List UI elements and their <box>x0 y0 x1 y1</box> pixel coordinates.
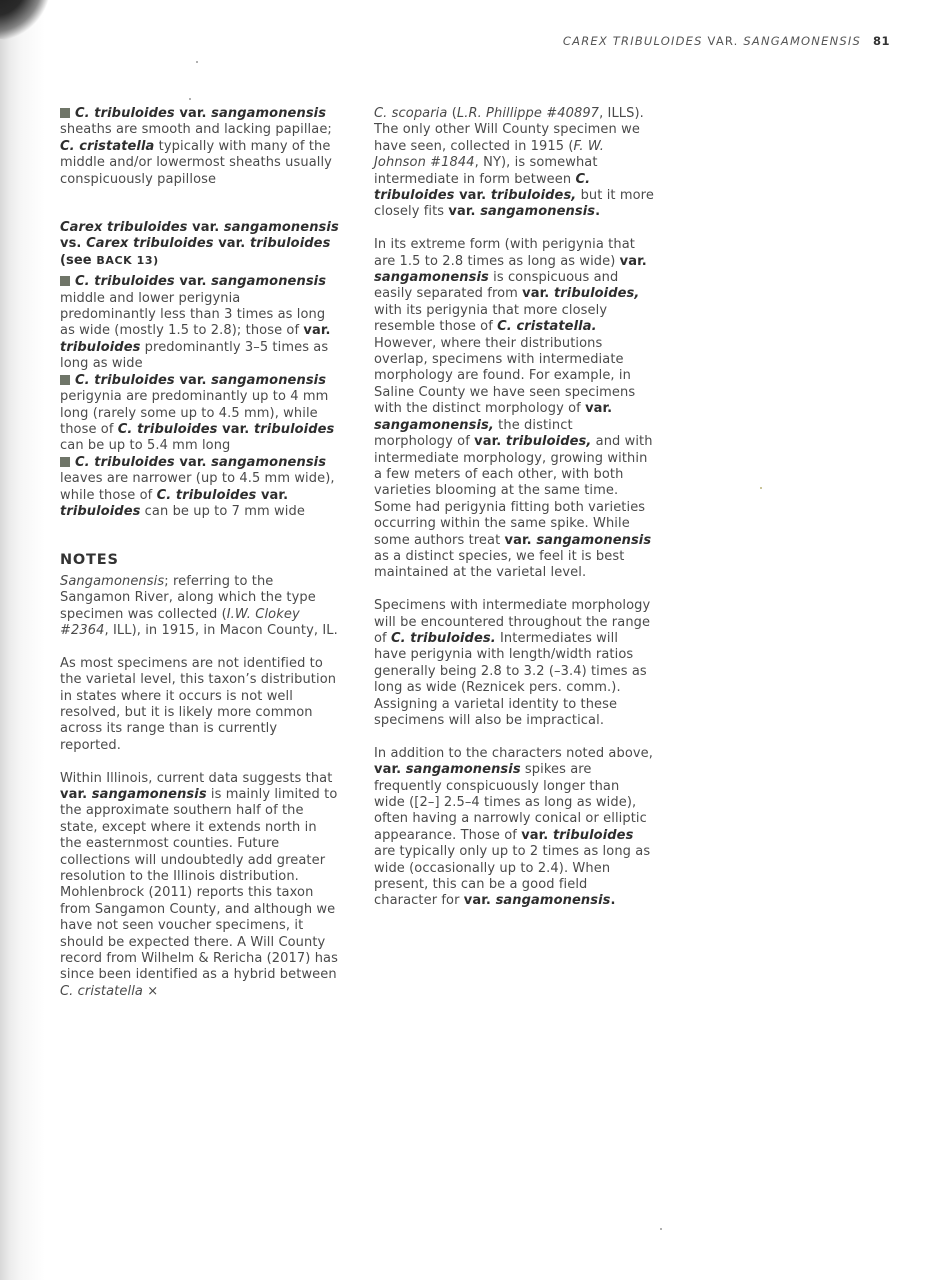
key-text: predominantly 3–5 times as long as wide <box>60 339 329 372</box>
square-bullet-icon <box>60 108 70 118</box>
variety-name: tribuloides <box>60 503 141 519</box>
variety-name: sangamonensis <box>495 893 611 909</box>
key-text: can be up to 7 mm wide <box>140 503 305 519</box>
variety-name: tribuloides, <box>490 188 577 204</box>
variety-name: tribuloides, <box>505 434 592 450</box>
key-item-sheaths <box>60 106 340 188</box>
punctuation: . <box>610 893 616 909</box>
paper-speck <box>760 487 762 489</box>
key-text: leaves are narrower (up to 4.5 mm wide), while those of <box>60 471 335 503</box>
punctuation: . <box>595 204 601 220</box>
page-number: 81 <box>872 34 890 48</box>
running-head-variety: SANGAMONENSIS <box>743 34 861 48</box>
key-text: can be up to 5.4 mm long <box>60 438 231 454</box>
rank-label: var. <box>217 421 254 437</box>
running-head-genus: CAREX TRIBULOIDES <box>562 34 703 48</box>
specimen-citation: L.R. Phillippe #40897 <box>456 106 600 121</box>
heading-part: var. <box>213 236 250 252</box>
rank-label: var. <box>585 401 613 417</box>
variety-name: tribuloides, <box>553 286 640 302</box>
taxon-name: C. tribuloides <box>117 421 218 437</box>
body-text: is conspicuous and easily separated from <box>374 270 619 302</box>
body-text: spikes are frequently conspicuously longer than wide ([2–] 2.5–4 times as long as wide), often having a narrowly conical or elliptic appearance. Those of <box>374 762 647 843</box>
heading-part: sangamonensis <box>223 220 339 236</box>
body-text: as a distinct species, we feel it is best maintained at the varietal level. <box>374 548 625 581</box>
rank-label: var. <box>174 372 212 388</box>
body-text: with its perigynia that more closely resemble those of <box>374 302 608 335</box>
body-text: Within Illinois, current data suggests that <box>60 770 333 786</box>
spikes-paragraph <box>374 746 654 910</box>
key-text: middle and lower perigynia predominantly less than 3 times as long as wide (mostly 1.5 to 2.8); those of <box>60 290 326 339</box>
body-text: are typically only up to 2 times as long as wide (occasionally up to 2.4). When present, this can be a good field character for <box>374 844 651 909</box>
rank-label: var. <box>474 434 506 450</box>
taxon-name: C. tribuloides <box>75 454 175 470</box>
rank-label: var. <box>504 532 537 548</box>
rank-label: var. <box>174 106 212 121</box>
key-text: perigynia are predominantly up to 4 mm long (rarely some up to 4.5 mm), while those of <box>60 389 329 437</box>
taxon-name: C. tribuloides <box>75 274 175 290</box>
rank-label: var. <box>374 762 406 778</box>
rank-label: var. <box>463 893 496 909</box>
left-column <box>60 106 340 1017</box>
body-text: Intermediates will have perigynia with length/width ratios generally being 2.8 to 3.2 (–3.4) times as long as wide (Reznicek pers. comm.). Assigning a varietal identity to these specimens will also be impractical. <box>374 630 647 728</box>
variety-name: sangamonensis, <box>374 417 494 433</box>
notes-illinois-paragraph <box>60 771 340 1001</box>
key-text: typically with many of the middle and/or lowermost sheaths usually conspicuously papillose <box>60 138 332 187</box>
body-text: and with intermediate morphology, growing within a few meters of each other, with both varieties blooming at the same time. Some had perigynia fitting both varieties occurring within the same spike. While some authors treat <box>374 434 653 548</box>
page-binding-shadow <box>0 0 60 1280</box>
heading-part: vs. <box>60 236 87 252</box>
paper-speck <box>660 1228 662 1230</box>
specimen-citation: F. W. Johnson #1844 <box>374 138 605 171</box>
intermediates-paragraph <box>374 598 654 729</box>
key-item-perigynia-length <box>60 373 340 455</box>
right-column <box>374 106 654 926</box>
variety-name: sangamonensis <box>405 762 521 778</box>
taxon-name: C. tribuloides. <box>390 630 496 646</box>
extreme-form-paragraph <box>374 237 654 582</box>
body-text: In addition to the characters noted above, <box>374 745 653 761</box>
running-head-title <box>563 34 861 48</box>
taxon-name: C. tribuloides <box>156 487 257 503</box>
epithet: Sangamonensis <box>60 573 165 589</box>
taxon-name: C. tribuloides <box>75 372 175 388</box>
key-item-leaves <box>60 455 340 521</box>
notes-etymology-paragraph <box>60 574 340 640</box>
rank-label: var. <box>522 286 554 302</box>
variety-name: sangamonensis <box>211 274 327 290</box>
heading-part: Carex tribuloides <box>86 236 214 252</box>
cross-reference: BACK 13) <box>96 253 159 267</box>
rank-label: var. <box>521 827 553 843</box>
body-text: ; referring to the Sangamon River, along which the type specimen was collected ( <box>60 573 316 622</box>
heading-part: (see <box>60 252 97 268</box>
heading-part: tribuloides <box>249 236 331 252</box>
rank-label: var. <box>60 787 92 802</box>
variety-name: sangamonensis <box>211 372 327 388</box>
body-text: × <box>142 983 159 999</box>
specimen-citation: I.W. Clokey #2364 <box>60 606 300 638</box>
running-head <box>563 34 890 48</box>
paper-speck <box>196 61 198 63</box>
body-text: but it more closely fits <box>374 188 654 220</box>
running-head-var: VAR. <box>702 34 744 48</box>
variety-name: sangamonensis <box>91 787 207 802</box>
body-text: In its extreme form (with perigynia that are 1.5 to 2.8 times as long as wide) <box>374 237 635 269</box>
taxon-name: C. tribuloides <box>374 171 591 204</box>
notes-distribution-paragraph: As most specimens are not identified to the varietal level, this taxon’s distribution in states where it occurs is not well resolved, but it is likely more common across its range than is currently reported. <box>60 655 337 753</box>
variety-name: tribuloides <box>60 339 141 355</box>
variety-name: sangamonensis <box>480 204 596 220</box>
square-bullet-icon <box>60 457 70 467</box>
comparison-heading <box>60 220 340 269</box>
rank-label: var. <box>174 274 212 290</box>
rank-label: var. <box>619 253 647 269</box>
body-text: is mainly limited to the approximate southern half of the state, except where it extends north in the easternmost counties. Future collections will undoubtedly add greater resolution to the Illinois distribution. Mohlenbrock (2011) reports this taxon from Sangamon County, and although we have not seen voucher specimens, it should be expected there. A Will County record from Wilhelm & Rericha (2017) has since been identified as a hybrid between <box>60 787 338 983</box>
taxon-name: C. cristatella. <box>497 319 597 335</box>
body-text: However, where their distributions overlap, specimens with intermediate morphology are found. For example, in Saline County we have seen specimens with the distinct morphology of <box>374 335 636 417</box>
key-item-perigynia-ratio <box>60 274 340 372</box>
square-bullet-icon <box>60 375 70 385</box>
notes-heading: NOTES <box>60 552 119 569</box>
rank-label: var. <box>454 188 491 204</box>
rank-label: var. <box>174 454 212 470</box>
taxon-name: C. cristatella <box>60 138 155 154</box>
heading-part: Carex tribuloides <box>60 220 188 236</box>
body-text: , ILLS). The only other Will County specimen we have seen, collected in 1915 ( <box>374 106 644 154</box>
square-bullet-icon <box>60 276 70 286</box>
key-text: sheaths are smooth and lacking papillae; <box>60 122 332 138</box>
paper-speck <box>189 98 191 100</box>
rank-label: var. <box>448 204 481 220</box>
variety-name: sangamonensis <box>374 270 489 286</box>
body-text: Specimens with intermediate morphology will be encountered throughout the range of <box>374 598 651 646</box>
body-text: , NY), is somewhat intermediate in form between <box>374 155 598 187</box>
taxon-name: C. scoparia <box>374 106 448 121</box>
body-text: ( <box>447 106 457 121</box>
variety-name: sangamonensis <box>211 454 327 470</box>
variety-name: sangamonensis <box>536 532 652 548</box>
rank-label: var. <box>256 487 289 503</box>
variety-name: sangamonensis <box>211 106 327 121</box>
body-text: , ILL), in 1915, in Macon County, IL. <box>104 622 338 638</box>
taxon-name: C. cristatella <box>60 983 143 999</box>
rank-label: var. <box>303 323 331 339</box>
taxon-name: C. tribuloides <box>75 106 175 121</box>
variety-name: tribuloides <box>253 421 335 437</box>
body-text: the distinct morphology of <box>374 417 573 450</box>
heading-part: var. <box>187 220 224 236</box>
variety-name: tribuloides <box>552 827 634 843</box>
will-county-paragraph <box>374 106 654 221</box>
